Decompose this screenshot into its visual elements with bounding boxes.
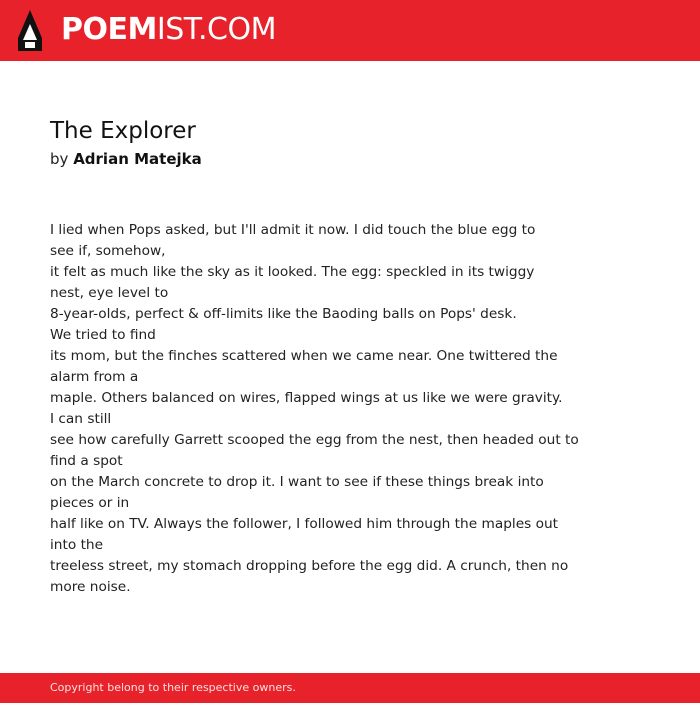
site-footer <box>0 673 700 703</box>
poem-title: The Explorer <box>50 118 196 144</box>
poem-line: I lied when Pops asked, but I'll admit it now. I did touch the blue egg to <box>50 222 536 238</box>
poem-line: pieces or in <box>50 495 130 511</box>
poem-line: maple. Others balanced on wires, flapped wings at us like we were gravity. <box>50 390 563 406</box>
poem-line: into the <box>50 537 104 553</box>
poem-body <box>50 220 590 598</box>
site-header <box>0 0 700 61</box>
site-logo[interactable] <box>61 12 276 48</box>
poem-line: find a spot <box>50 453 123 469</box>
pencil-icon[interactable] <box>18 10 42 51</box>
poem-content <box>50 116 590 598</box>
poem-line: its mom, but the finches scattered when we came near. One twittered the <box>50 348 558 364</box>
poem-line: nest, eye level to <box>50 285 169 301</box>
poem-line: half like on TV. Always the follower, I followed him through the maples out <box>50 516 559 532</box>
poem-line: We tried to find <box>50 327 156 343</box>
poem-line: 8-year-olds, perfect & off-limits like the Baoding balls on Pops' desk. <box>50 306 517 322</box>
byline <box>50 148 590 170</box>
author-name: Adrian Matejka <box>73 150 202 168</box>
by-label: by <box>50 150 69 168</box>
poem-line: alarm from a <box>50 369 139 385</box>
logo-light-text: IST.COM <box>156 12 276 47</box>
poem-line: see how carefully Garrett scooped the egg from the nest, then headed out to <box>50 432 579 448</box>
poem-line: I can still <box>50 411 112 427</box>
poem-line: on the March concrete to drop it. I want to see if these things break into <box>50 474 544 490</box>
poem-line: it felt as much like the sky as it looked. The egg: speckled in its twiggy <box>50 264 535 280</box>
copyright-text: Copyright belong to their respective owners. <box>50 681 296 694</box>
poem-line: treeless street, my stomach dropping before the egg did. A crunch, then no <box>50 558 569 574</box>
poem-line: see if, somehow, <box>50 243 166 259</box>
poem-line: more noise. <box>50 579 131 595</box>
logo-bold-text: POEM <box>61 12 157 47</box>
